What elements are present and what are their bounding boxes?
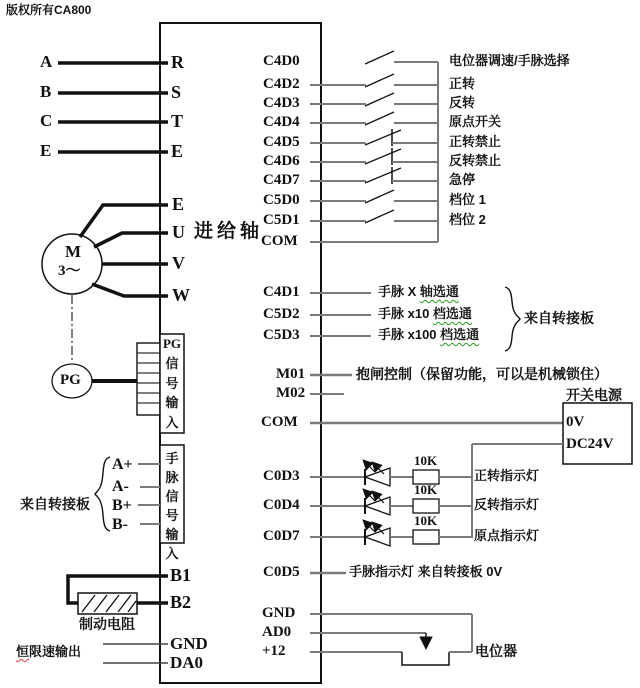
signal-a-minus: A- xyxy=(112,478,129,495)
terminal-w: W xyxy=(172,285,190,305)
indicator-label-forward: 正转指示灯 xyxy=(474,468,540,483)
terminal-e2: E xyxy=(172,194,185,214)
handwheel-brace xyxy=(95,457,110,531)
terminal-e: E xyxy=(171,141,184,161)
analog-output-label-rest: 限速输出 xyxy=(29,644,82,659)
terminal-c0d7: C0D7 xyxy=(263,528,300,544)
terminal-c0d5: C0D5 xyxy=(263,564,300,580)
switch-label-origin: 原点开关 xyxy=(449,114,502,129)
motor-phase-label: 3～ xyxy=(58,263,81,279)
terminal-com-2: COM xyxy=(261,414,298,430)
encoder-pg-label: PG xyxy=(60,372,81,388)
terminal-m02: M02 xyxy=(276,385,306,401)
mains-source-b: B xyxy=(40,82,52,101)
label-wavy: 轴选通 xyxy=(419,284,459,299)
signal-b-plus: B+ xyxy=(112,497,132,514)
indicator-label-origin: 原点指示灯 xyxy=(474,528,540,543)
resistor-10k-1: 10K xyxy=(414,453,438,468)
handwheel-port-char: 输 xyxy=(165,527,179,542)
copyright-text: 版权所有CA800 xyxy=(6,3,92,17)
motor-m-label: M xyxy=(65,242,82,261)
indicator-label-reverse: 反转指示灯 xyxy=(474,497,540,512)
potentiometer-circuit xyxy=(310,614,472,665)
handwheel-port-char: 号 xyxy=(165,508,179,523)
label-wavy: 档选通 xyxy=(440,327,480,342)
encoder-port-label xyxy=(160,336,184,431)
terminal-m01: M01 xyxy=(276,366,306,382)
brake-resistor-label: 制动电阻 xyxy=(79,616,135,632)
terminal-c0d3: C0D3 xyxy=(263,468,300,484)
mains-source-c: C xyxy=(40,111,53,130)
label-wavy: 档选通 xyxy=(432,306,472,321)
label-prefix: 手脉 x100 xyxy=(378,327,441,342)
analog-output-label xyxy=(16,645,81,659)
encoder-port-title: PG xyxy=(162,336,182,351)
feed-axis-label: 进给轴 xyxy=(194,221,264,242)
encoder-port-char: 信 xyxy=(165,355,179,371)
terminal-c4d2: C4D2 xyxy=(263,76,300,92)
switch-label-estop: 急停 xyxy=(449,172,476,187)
indicator-rows xyxy=(310,461,472,546)
terminal-gnd-right: GND xyxy=(262,605,296,621)
terminal-c5d0: C5D0 xyxy=(263,192,300,208)
potentiometer-label: 电位器 xyxy=(475,643,517,659)
handwheel-port-label xyxy=(160,448,184,561)
terminal-r: R xyxy=(171,52,184,72)
terminal-c5d1: C5D1 xyxy=(263,212,300,228)
terminal-c4d4: C4D4 xyxy=(263,114,300,130)
handwheel-port-char: 脉 xyxy=(165,470,179,485)
handwheel-port-char: 入 xyxy=(165,546,179,561)
analog-output-label-wavy: 恒 xyxy=(16,644,30,659)
terminal-da0: DA0 xyxy=(170,653,204,672)
switch-label-reverse: 反转 xyxy=(449,95,476,110)
terminal-c4d1: C4D1 xyxy=(263,284,300,300)
encoder-port-char: 入 xyxy=(165,415,179,430)
terminal-v: V xyxy=(172,253,185,273)
mains-source-a: A xyxy=(40,52,53,71)
mains-wires xyxy=(58,63,168,152)
terminal-c5d3: C5D3 xyxy=(263,327,300,343)
terminal-ad0: AD0 xyxy=(262,624,292,640)
handwheel-x100-label xyxy=(378,328,479,342)
label-prefix: 手脉 x10 xyxy=(378,306,433,321)
mains-source-e: E xyxy=(40,141,52,160)
terminal-b1: B1 xyxy=(170,565,192,585)
digital-input-switches xyxy=(310,51,438,242)
terminal-c4d0: C4D0 xyxy=(263,53,300,69)
power-supply-title: 开关电源 xyxy=(566,387,622,403)
switch-label-fwd-inhibit: 正转禁止 xyxy=(449,134,502,149)
encoder-port-char: 输 xyxy=(165,395,179,411)
terminal-com-1: COM xyxy=(261,233,298,249)
terminal-t: T xyxy=(171,111,184,131)
signal-a-plus: A+ xyxy=(112,456,133,473)
power-supply-24v: DC24V xyxy=(566,436,614,452)
analog-output-wires xyxy=(103,644,168,663)
terminal-gnd-left: GND xyxy=(170,634,208,653)
power-supply-0v: 0V xyxy=(566,414,585,430)
label-prefix: 手脉 X xyxy=(378,284,420,299)
terminal-c0d4: C0D4 xyxy=(263,497,300,513)
handwheel-x10-label xyxy=(378,307,472,321)
handwheel-x-axis-label xyxy=(378,285,459,299)
terminal-c4d3: C4D3 xyxy=(263,95,300,111)
adapter-board-label-right: 来自转接板 xyxy=(524,310,594,326)
encoder-connector-strip xyxy=(137,343,160,415)
terminal-s: S xyxy=(171,82,182,102)
adapter-board-label-left: 来自转接板 xyxy=(20,496,90,512)
switch-label-gear2: 档位 2 xyxy=(449,212,486,227)
switch-label-speed-select: 电位器调速/手脉选择 xyxy=(449,53,570,68)
switch-label-gear1: 档位 1 xyxy=(449,192,486,207)
terminal-c4d7: C4D7 xyxy=(263,172,300,188)
terminal-c4d6: C4D6 xyxy=(263,153,300,169)
terminal-c5d2: C5D2 xyxy=(263,306,300,322)
terminal-b2: B2 xyxy=(170,592,192,612)
handwheel-port-char: 手 xyxy=(165,451,179,466)
resistor-10k-2: 10K xyxy=(414,482,438,497)
brake-control-label: 抱闸控制（保留功能，可以是机械锁住） xyxy=(356,366,608,382)
terminal-c4d5: C4D5 xyxy=(263,134,300,150)
encoder-port-char: 号 xyxy=(165,375,179,391)
brake-resistor-circuit xyxy=(68,576,168,614)
handwheel-signal-wires xyxy=(138,464,160,524)
signal-b-minus: B- xyxy=(112,516,128,533)
resistor-10k-3: 10K xyxy=(414,513,438,528)
terminal-plus12: +12 xyxy=(262,643,286,659)
handwheel-port-char: 信 xyxy=(165,489,179,504)
adapter-board-brace xyxy=(505,287,520,351)
handwheel-lamp-label: 手脉指示灯 来自转接板 0V xyxy=(349,564,503,579)
switch-label-forward: 正转 xyxy=(449,76,476,91)
switch-label-rev-inhibit: 反转禁止 xyxy=(449,153,502,168)
terminal-u: U xyxy=(172,222,185,242)
